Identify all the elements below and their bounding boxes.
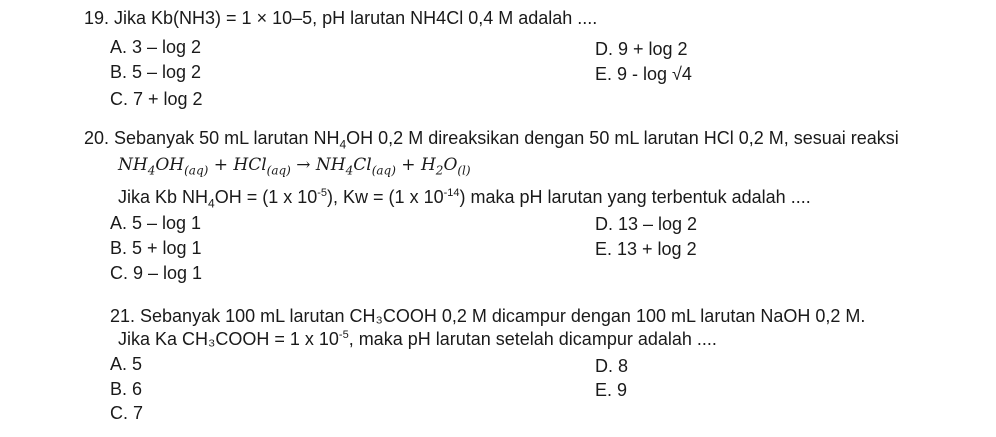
q21-option-e: E. 9 (595, 380, 628, 400)
q20-given-part: ), Kw = (1 x 10 (327, 187, 444, 207)
eq-term: Cl (353, 155, 372, 175)
eq-state: (l) (457, 163, 471, 178)
q19-option-b: B. 5 – log 2 (110, 62, 202, 82)
q19-option-d: D. 9 + log 2 (595, 39, 688, 59)
q20-option-a: A. 5 – log 1 (110, 213, 202, 233)
q20-given-exponent: -14 (443, 187, 460, 199)
q20-stem-part: 20. Sebanyak 50 mL larutan NH (84, 128, 340, 148)
eq-term: + H (395, 155, 436, 175)
q20-stem-part: OH 0,2 M direaksikan dengan 50 mL larutan HCl 0,2 M, sesuai reaksi (346, 128, 899, 148)
eq-term: O (443, 155, 458, 175)
q21-given-part: , maka pH larutan setelah dicampur adalah .... (348, 329, 717, 349)
q20-given-part: Jika Kb NH (118, 187, 209, 207)
q21-given-part: Jika Ka CH₃COOH = 1 x 10 (118, 329, 339, 349)
q20-option-e: E. 13 + log 2 (595, 239, 697, 259)
eq-state: (aq) (371, 163, 396, 178)
q21-option-d: D. 8 (595, 356, 629, 376)
q19-option-e: E. 9 - log √4 (595, 64, 692, 84)
q20-option-d: D. 13 – log 2 (595, 214, 698, 234)
q20-given-part: ) maka pH larutan yang terbentuk adalah .... (459, 187, 811, 207)
q21-option-c: C. 7 (110, 403, 144, 423)
q20-given (118, 186, 811, 211)
eq-term: NH (118, 155, 148, 175)
q21-stem: 21. Sebanyak 100 mL larutan CH₃COOH 0,2 M dicampur dengan 100 mL larutan NaOH 0,2 M. (110, 306, 866, 326)
q20-stem-subscript: 4 (339, 137, 347, 152)
q20-given-exponent: -5 (317, 187, 328, 199)
q20-given-part: OH = (1 x 10 (214, 187, 318, 207)
q20-option-c: C. 9 – log 1 (110, 263, 203, 283)
eq-term: + HCl (208, 155, 267, 175)
eq-subscript: 2 (435, 163, 444, 178)
q21-given (118, 328, 717, 350)
q20-option-b: B. 5 + log 1 (110, 238, 202, 258)
q20-given-subscript: 4 (208, 196, 215, 211)
eq-subscript: 4 (345, 163, 354, 178)
q19-stem: 19. Jika Kb(NH3) = 1 × 10–5, pH larutan NH4Cl 0,4 M adalah .... (84, 8, 598, 28)
q21-given-exponent: -5 (338, 329, 349, 341)
q21-option-a: A. 5 (110, 354, 143, 374)
q19-option-c: C. 7 + log 2 (110, 89, 203, 109)
q21-option-b: B. 6 (110, 379, 143, 399)
eq-subscript: 4 (147, 163, 156, 178)
q20-stem (84, 127, 899, 152)
q20-reaction-equation (118, 154, 471, 176)
eq-state: (aq) (184, 163, 209, 178)
eq-term: OH (155, 155, 185, 175)
eq-arrow: → NH (290, 155, 346, 175)
eq-state: (aq) (266, 163, 291, 178)
q19-option-a: A. 3 – log 2 (110, 37, 202, 57)
